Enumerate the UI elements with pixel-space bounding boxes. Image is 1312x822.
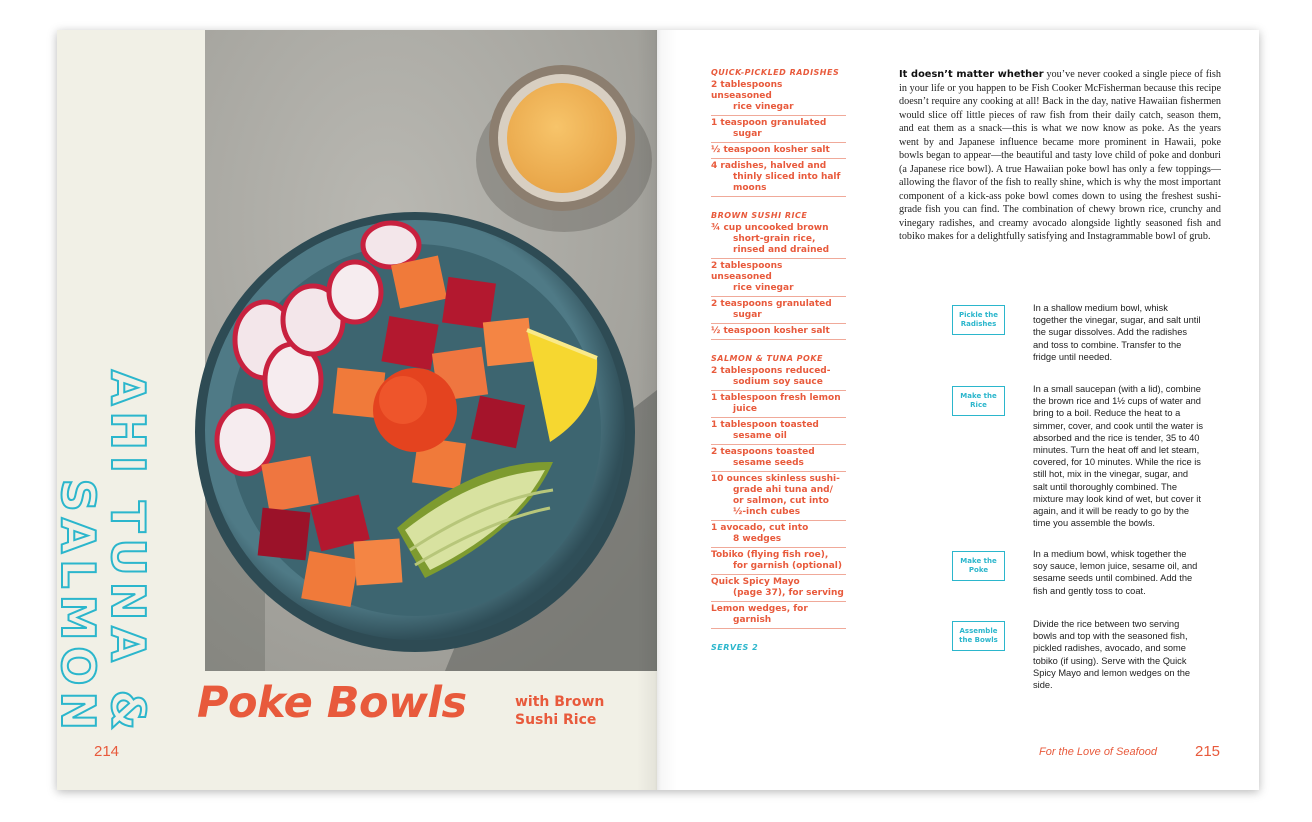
- step-text: In a shallow medium bowl, whisk together the vinegar, sugar, and salt until the sugar dissolves. Add the radishes and toss to combine. Transfer to the fridge until needed.: [1033, 303, 1201, 362]
- ingredient-line: or salmon, cut into: [733, 496, 829, 506]
- step-text: In a medium bowl, whisk together the soy sauce, lemon juice, sesame oil, and sesame seeds until combined. Add the fish and gently toss to coat.: [1033, 549, 1198, 596]
- ingredient-line: sesame oil: [733, 431, 787, 441]
- ingredient-line: rice vinegar: [733, 102, 794, 112]
- left-page: [51, 30, 657, 790]
- ingredient-line: rinsed and drained: [733, 245, 830, 255]
- ingredient-line: ½-inch cubes: [733, 507, 801, 517]
- ingredient-line: Quick Spicy Mayo: [711, 577, 800, 587]
- step-tag: Pickle the Radishes: [952, 305, 1005, 335]
- ingredient-line: 1 teaspoon granulated: [711, 118, 827, 128]
- ingredient-item: [711, 116, 846, 143]
- ingredient-section-heading: SALMON & TUNA POKE: [711, 354, 824, 363]
- ingredient-line: ¾ cup uncooked brown: [711, 223, 829, 233]
- ingredient-line: sugar: [733, 310, 762, 320]
- ingredient-item: [711, 472, 846, 521]
- page-number-right: 215: [1195, 743, 1221, 760]
- ingredient-line: 4 radishes, halved and: [711, 161, 827, 171]
- running-head: For the Love of Seafood: [1039, 746, 1158, 758]
- ingredient-line: 1 tablespoon fresh lemon: [711, 393, 841, 403]
- poke-bowl-illustration: [205, 30, 657, 671]
- recipe-subtitle: with Brown Sushi Rice: [515, 694, 605, 728]
- ingredient-line: 2 tablespoons unseasoned: [711, 80, 783, 101]
- ingredient-line: garnish: [733, 615, 772, 625]
- page-number-left: 214: [94, 743, 120, 760]
- poke-bowl-photo: [205, 30, 657, 671]
- ingredient-item: [711, 602, 846, 629]
- intro-body: you’ve never cooked a single piece of fish in your life or you happen to be Fish Cooker McFisherman because this recipe doesn’t require any cooking at all! Back in the day, native Hawaiian fishermen would slice off little pieces of raw fish from their daily catch, season them, and eat them as a snack—this is what we now know as poke. As the years went by and Japanese influence became more prominent in Hawaii, poke bowls began to appear—the beautiful and tasty love child of poke and donburi (a Japanese rice bowl). A true Hawaiian poke bowl has only a few toppings—allowing the flavor of the fish to really shine, which is why the most important component of a kick-ass poke bowl comes down to using the freshest sushi-grade fish you can find. The combination of chewy brown rice, crunchy and vinegary radishes, and creamy avocado alongside lightly seasoned fish and tobiko makes for a delightfully satisfying and Instagrammable bowl of grub.: [899, 69, 1221, 242]
- ingredient-item: [711, 221, 846, 259]
- ingredient-line: 2 teaspoons toasted: [711, 447, 815, 457]
- book-spread: [51, 30, 1259, 790]
- serves-label: SERVES 2: [711, 643, 759, 652]
- ingredient-line: 1 avocado, cut into: [711, 523, 809, 533]
- ingredient-item: [711, 391, 846, 418]
- ingredient-line: (page 37), for serving: [733, 588, 844, 598]
- ingredient-list: [711, 68, 846, 652]
- ingredient-line: ½ teaspoon kosher salt: [711, 326, 830, 336]
- ingredient-item: [711, 548, 846, 575]
- ingredient-item: [711, 445, 846, 472]
- step-tag: Assemble the Bowls: [952, 621, 1005, 651]
- ingredient-line: juice: [733, 404, 758, 414]
- step-text: In a small saucepan (with a lid), combine the brown rice and 1½ cups of water and bring to a boil. Reduce the heat to a simmer, cover, and cook until the water is absorbed and the rice is tender, 35 to 40 minutes. Turn the heat off and let steam, covered, for 10 minutes. While the rice is still hot, mix in the vinegar, sugar, and salt until thoroughly combined. The mixture may look kind of wet, but cover it again, and it will be ready to go by the time you assemble the bowls.: [1033, 384, 1203, 529]
- step-tag: Make the Poke: [952, 551, 1005, 581]
- ingredient-item: [711, 78, 846, 116]
- ingredient-line: Tobiko (flying fish roe),: [711, 550, 829, 560]
- ingredient-item: [711, 297, 846, 324]
- ingredient-line: for garnish (optional): [733, 561, 843, 571]
- intro-paragraph: [899, 68, 1221, 244]
- ingredient-section-heading: QUICK-PICKLED RADISHES: [711, 68, 840, 77]
- ingredient-line: 8 wedges: [733, 534, 782, 544]
- intro-lead: It doesn’t matter whether: [899, 69, 1044, 80]
- vertical-title: [33, 96, 153, 736]
- vertical-title-line-1: AHI TUNA &: [101, 369, 155, 736]
- ingredient-line: sodium soy sauce: [733, 377, 823, 387]
- ingredient-line: ½ teaspoon kosher salt: [711, 145, 830, 155]
- ingredient-line: 2 tablespoons reduced-: [711, 366, 831, 376]
- right-page: [657, 30, 1259, 790]
- ingredient-item: [711, 521, 846, 548]
- ingredient-line: 2 tablespoons unseasoned: [711, 261, 783, 282]
- ingredient-line: sesame seeds: [733, 458, 804, 468]
- ingredient-line: short-grain rice,: [733, 234, 816, 244]
- ingredient-item: [711, 159, 846, 197]
- ingredient-line: 2 teaspoons granulated: [711, 299, 832, 309]
- ingredient-line: Lemon wedges, for: [711, 604, 808, 614]
- ingredient-line: grade ahi tuna and/: [733, 485, 833, 495]
- ingredient-line: 10 ounces skinless sushi-: [711, 474, 840, 484]
- ingredient-item: [711, 324, 846, 340]
- ingredient-item: [711, 418, 846, 445]
- step-tag: Make the Rice: [952, 386, 1005, 416]
- ingredient-line: moons: [733, 183, 767, 193]
- ingredient-line: sugar: [733, 129, 762, 139]
- ingredient-item: [711, 143, 846, 159]
- ingredient-item: [711, 364, 846, 391]
- ingredient-item: [711, 575, 846, 602]
- ingredient-line: thinly sliced into half: [733, 172, 841, 182]
- vertical-title-line-2: SALMON: [51, 478, 105, 736]
- recipe-title: Poke Bowls: [197, 678, 467, 728]
- step-text: Divide the rice between two serving bowls and top with the seasoned fish, pickled radishes, avocado, and some tobiko (if using). Serve with the Quick Spicy Mayo and lemon wedges on the side.: [1033, 619, 1191, 691]
- ingredient-line: rice vinegar: [733, 283, 794, 293]
- ingredient-line: 1 tablespoon toasted: [711, 420, 819, 430]
- ingredient-section-heading: BROWN SUSHI RICE: [711, 211, 808, 220]
- ingredient-item: [711, 259, 846, 297]
